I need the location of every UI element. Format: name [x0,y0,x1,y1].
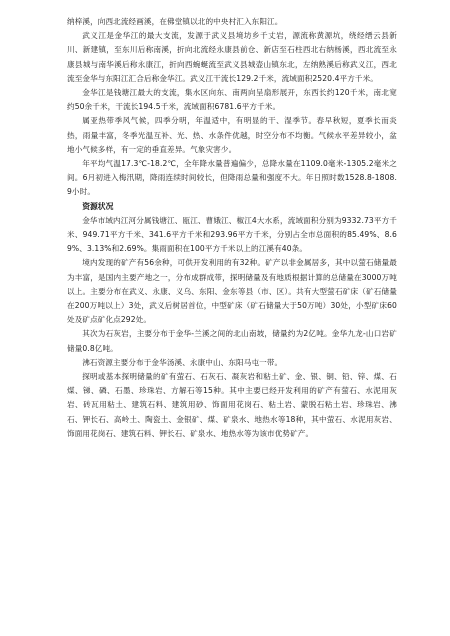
paragraph-explored-minerals: 探明或基本探明储量的矿有萤石、石灰石、凝灰岩和粘土矿、金、银、铜、铅、锌、煤、石煤、锑、磷、石墨、珍珠岩、方解石等15种。其中主要已经开发利用的矿产有萤石、水泥用灰岩、砖瓦用粘土、建筑石料、建筑用砂、饰面用花岗石、粘土岩、蒙脱石粘土岩、珍珠岩、沸石、钾长石、高岭土、陶瓷土、金银矿、煤、矿泉水、地热水等18种，其中萤石、水泥用灰岩、饰面用花岗石、建筑石料、钾长石、矿泉水、地热水等为该市优势矿产。 [67,372,397,438]
paragraph-jinhua-river: 金华江是钱塘江最大的支流，集水区向东、南两向呈扇形展开，东西长约120千米，南北宽约50余千米，干流长194.5千米，流域面积6781.6平方千米。 [67,88,397,112]
paragraph-wuyi-river: 武义江是金华江的最大支流，发源于武义县境坊乡千丈岩，源流称黄源坑，绕经缙云县新川、新建镇，至东川后称南溪，折向北流经永康县前仓、新店至石柱西北右纳杨溪，西北流至永康县城与南华溪后称永康江，折向西蜿蜒流至武义县城壶山镇东北，左纳熟溪后称武义江，西北流至金华与东阳江汇合后称金华江。武义江干流长129.2千米，流域面积2520.4平方千米。 [67,31,397,83]
paragraph-limestone: 其次为石灰岩，主要分布于金华-兰溪之间的北山南坡，储量约为2亿吨。金华九龙-山口岩矿储量0.8亿吨。 [67,329,397,353]
paragraph-climate: 属亚热带季风气候，四季分明，年温适中，有明显的干、湿季节。春早秋短，夏季长而炎热，雨量丰富，冬季光温互补、光、热、水条件优越，时空分布不均衡。气候水平差异较小，盆地小气候多样，有一定的垂直差异。气象灾害少。 [67,116,397,154]
paragraph-minerals-fluorite: 境内发现的矿产有56余种，可供开发利用的有32种。矿产以非金属居多，其中以萤石储量最为丰富，是国内主要产地之一，分布成群成带，探明储量及有地质根据计算的总储量在3000万吨以上。主要分布在武义、永康、义乌、东阳、金东等县（市、区）。共有大型萤石矿床（矿石储量在200万吨以上）3处，武义后树居首位，中型矿床（矿石储量大于50万吨）30处，小型矿床60处及矿点矿化点292处。 [67,258,397,325]
document-body [67,15,397,441]
paragraph-temperature-rainfall: 年平均气温17.3℃-18.2℃，全年降水量普遍偏少，总降水量在1109.0毫米-1305.2毫米之间。6月初进入梅汛期，降雨连续时间较长，但降雨总量和强度不大。年日照时数1528.8-1808.9小时。 [67,159,397,197]
paragraph-tributary-end: 纳梓溪，向西北流经画溪，在佛堂镇以北的中央村汇入东阳江。 [67,17,283,26]
paragraph-water-systems: 金华市域内江河分属钱塘江、瓯江、曹娥江、椒江4大水系，流域面积分别为9332.73平方千米、949.71平方千米、341.6平方千米和293.96平方千米，分别占全市总面积的85.49%、8.69%、3.13%和2.69%。集雨面积在100平方千米以上的江溪有40条。 [67,215,397,254]
paragraph-zeolite: 沸石资源主要分布于金华汤溪、永康中山、东阳马屯一带。 [82,357,283,367]
section-heading-resources: 资源状况 [82,201,114,211]
